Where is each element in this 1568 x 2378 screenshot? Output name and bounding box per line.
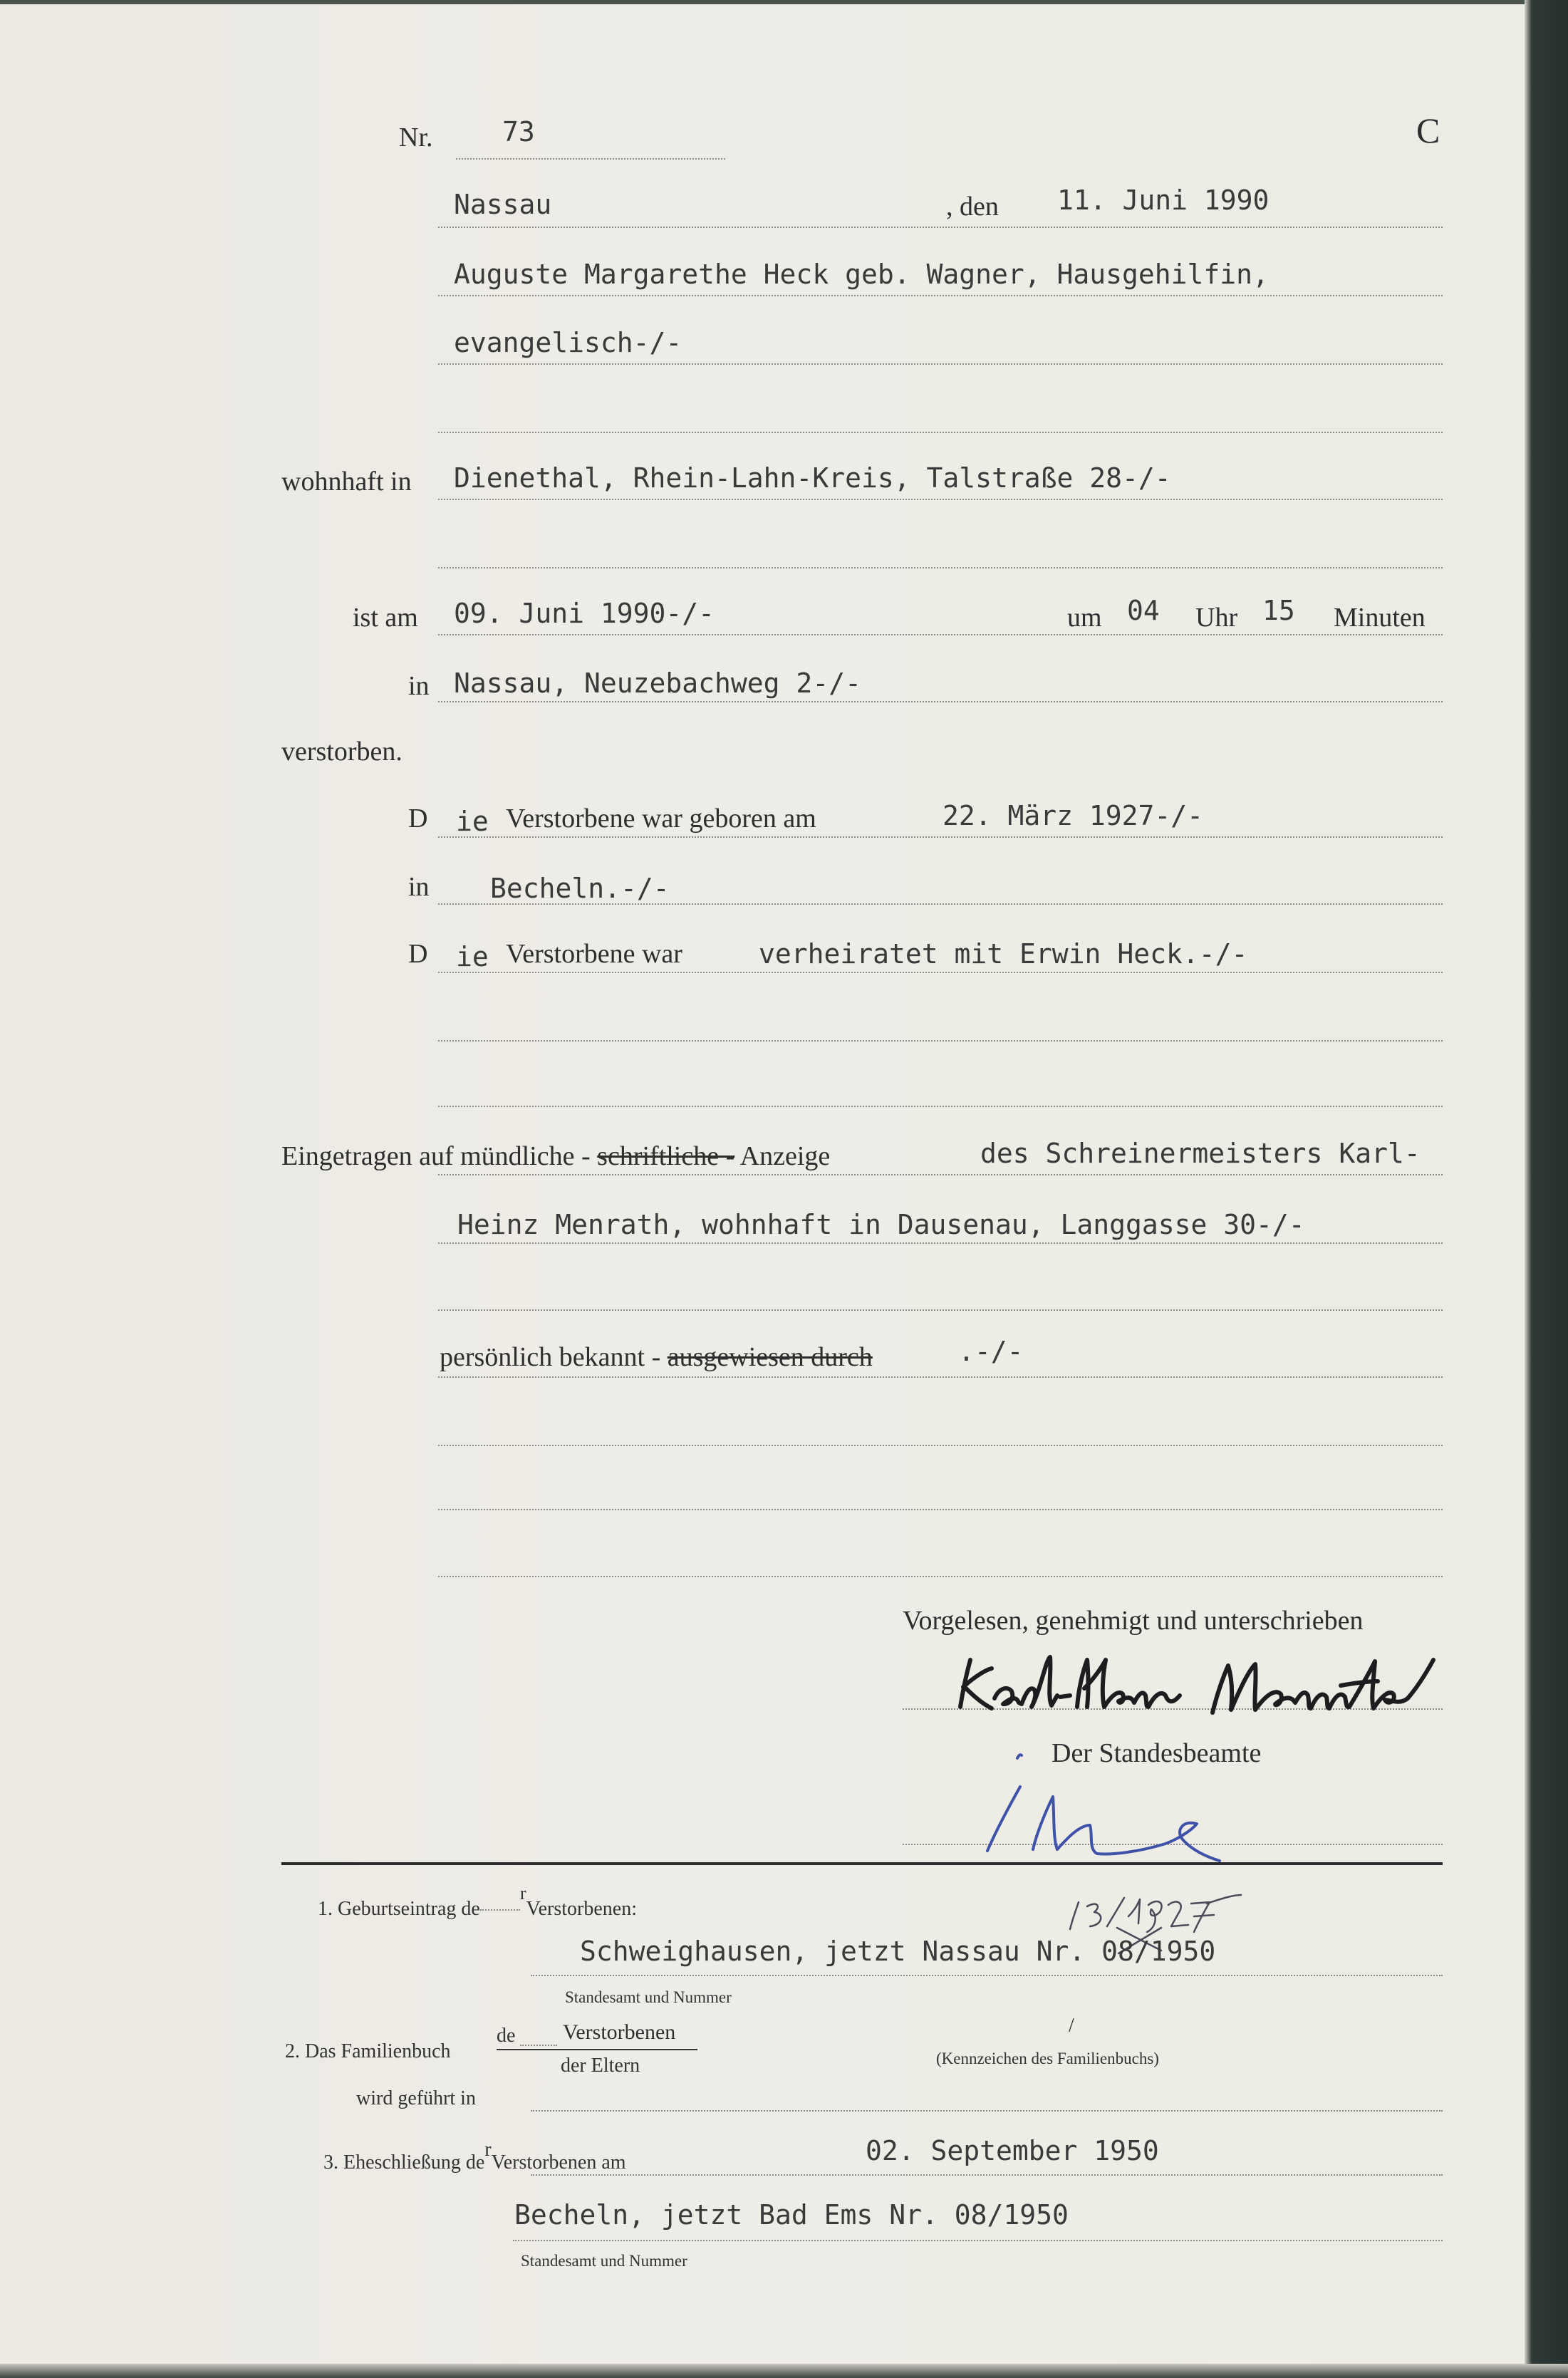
read-approved-label: Vorgelesen, genehmigt und unterschrieben	[903, 1606, 1364, 1636]
registry-number-caption-1: Standesamt und Nummer	[565, 1988, 732, 2006]
date-value: 11. Juni 1990	[1057, 185, 1270, 216]
family-book-caption: (Kennzeichen des Familienbuchs)	[936, 2050, 1159, 2067]
family-book-slash: /	[1069, 2015, 1074, 2037]
line-birth-entry	[531, 1975, 1443, 1976]
eingetragen-struck: schriftliche -	[597, 1141, 735, 1171]
eingetragen-prefix: Eingetragen auf mündliche -	[281, 1141, 591, 1171]
minuten-label: Minuten	[1334, 603, 1426, 633]
d-label-birth: D	[408, 804, 428, 834]
deceased-name-line1: Auguste Margarethe Heck geb. Wagner, Hausgehilfin,	[454, 259, 1269, 290]
marriage-date-value: 02. September 1950	[866, 2135, 1159, 2166]
verstorben-label: verstorben.	[281, 737, 403, 767]
family-book-de: de	[497, 2025, 516, 2047]
identification-struck: ausgewiesen durch	[667, 1342, 873, 1372]
ist-am-label: ist am	[353, 603, 418, 633]
place-value: Nassau	[454, 189, 552, 220]
deceased-name-line2: evangelisch-/-	[454, 327, 682, 358]
marital-label: Verstorbene war	[506, 939, 682, 969]
death-date-value: 09. Juni 1990-/-	[454, 598, 715, 629]
form-letter: C	[1416, 110, 1440, 150]
identification-prefix: persönlich bekannt -	[440, 1342, 661, 1372]
birth-place-value: Becheln.-/-	[490, 873, 670, 904]
registrar-label: Der Standesbeamte	[1052, 1738, 1262, 1768]
marriage-r: r	[484, 2139, 492, 2161]
marriage-label-prefix: 3. Eheschließung de	[323, 2151, 485, 2174]
d-label-marital: D	[408, 939, 428, 969]
family-book-label: 2. Das Familienbuch	[285, 2040, 451, 2062]
family-book-fraction-bar	[497, 2049, 697, 2050]
marital-value: verheiratet mit Erwin Heck.-/-	[759, 938, 1248, 970]
informant-signature	[960, 1657, 1433, 1713]
residence-value: Dienethal, Rhein-Lahn-Kreis, Talstraße 28-/-	[454, 462, 1171, 494]
informant-line2: Heinz Menrath, wohnhaft in Dausenau, Langgasse 30-/-	[457, 1209, 1305, 1240]
birth-entry-label-text: 1. Geburtseintrag de	[318, 1898, 480, 1920]
registrar-signature	[987, 1755, 1220, 1861]
family-book-deceased: Verstorbenen	[563, 2020, 676, 2044]
family-book-parents: der Eltern	[561, 2055, 640, 2077]
in-label-birth: in	[408, 872, 430, 902]
birth-entry-label	[318, 1883, 638, 1920]
marriage-label-suffix: Verstorbenen am	[491, 2151, 626, 2174]
um-label: um	[1067, 603, 1102, 633]
informant-line1: des Schreinermeisters Karl-	[980, 1138, 1421, 1169]
registry-number-caption-3: Standesamt und Nummer	[521, 2252, 687, 2270]
identification-value: .-/-	[958, 1336, 1024, 1367]
wohnhaft-label: wohnhaft in	[281, 467, 412, 497]
nr-value: 73	[502, 116, 535, 147]
line-marriage-place	[513, 2240, 1443, 2241]
ie-suffix-birth: ie	[456, 806, 489, 837]
death-place-value: Nassau, Neuzebachweg 2-/-	[454, 668, 861, 699]
birth-entry-suffix: Verstorbenen:	[526, 1898, 638, 1920]
line-family-book	[531, 2110, 1443, 2112]
death-hour-value: 04	[1127, 595, 1160, 626]
ie-suffix-marital: ie	[456, 941, 489, 972]
in-label-death: in	[408, 671, 430, 701]
death-minute-value: 15	[1262, 595, 1295, 626]
family-book-kept-in: wird geführt in	[356, 2087, 476, 2109]
line-marriage-date	[531, 2174, 1443, 2176]
marriage-label	[323, 2139, 626, 2174]
birth-entry-value: Schweighausen, jetzt Nassau Nr. 08/1950	[580, 1936, 1216, 1967]
birth-date-value: 22. März 1927-/-	[943, 800, 1204, 831]
birth-entry-r: r	[519, 1883, 526, 1904]
line-family-book-de	[520, 2045, 557, 2046]
uhr-label: Uhr	[1195, 603, 1238, 633]
nr-label: Nr.	[399, 123, 433, 152]
born-label: Verstorbene war geboren am	[506, 804, 816, 834]
section-divider	[281, 1862, 1443, 1865]
marriage-place-value: Becheln, jetzt Bad Ems Nr. 08/1950	[514, 2199, 1069, 2231]
anzeige-label: Anzeige	[739, 1141, 831, 1171]
den-label: , den	[946, 192, 999, 222]
